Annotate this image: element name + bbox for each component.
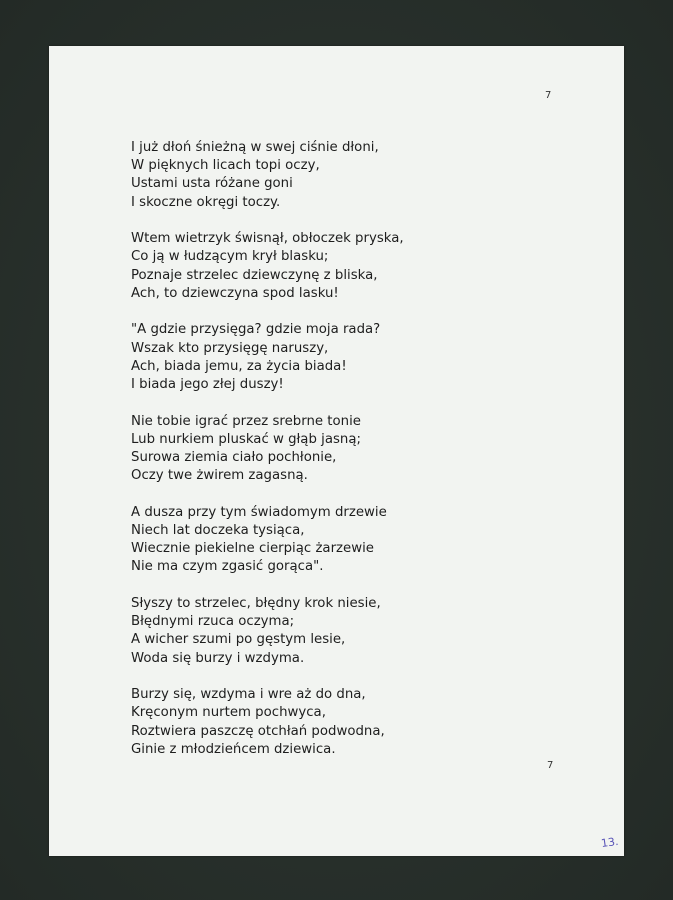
poem-line: "A gdzie przysięga? gdzie moja rada? (131, 322, 381, 338)
stanza (131, 413, 601, 486)
poem-line: Oczy twe żwirem zagasną. (131, 468, 308, 484)
poem-line: I biada jego złej duszy! (131, 377, 284, 393)
poem-line: A dusza przy tym świadomym drzewie (131, 504, 387, 520)
poem-line: Wiecznie piekielne cierpiąc żarzewie (131, 541, 374, 557)
poem-line: Surowa ziemia ciało pochłonie, (131, 450, 337, 466)
poem-line: Burzy się, wzdyma i wre aż do dna, (131, 687, 366, 703)
poem-line: Nie tobie igrać przez srebrne tonie (131, 413, 361, 429)
poem-line: Lub nurkiem pluskać w głąb jasną; (131, 431, 361, 447)
poem-line: Poznaje strzelec dziewczynę z bliska, (131, 267, 378, 283)
stanza (131, 504, 601, 577)
stanza (131, 686, 601, 759)
poem-line: Roztwiera paszczę otchłań podwodna, (131, 723, 385, 739)
poem-line: Woda się burzy i wzdyma. (131, 650, 305, 666)
poem-line: Co ją w łudzącym krył blasku; (131, 249, 329, 265)
poem-line: Kręconym nurtem pochwyca, (131, 705, 326, 721)
poem-line: Ustami usta różane goni (131, 176, 293, 192)
poem-line: A wicher szumi po gęstym lesie, (131, 632, 346, 648)
poem-line: I skoczne okręgi toczy. (131, 194, 281, 210)
stanza (131, 595, 601, 668)
handwritten-archive-number: 13. (600, 834, 620, 851)
poem-line: Słyszy to strzelec, błędny krok niesie, (131, 596, 381, 612)
poem-line: Niech lat doczeka tysiąca, (131, 523, 305, 539)
poem-text (131, 139, 601, 759)
stanza (131, 230, 601, 303)
stanza (131, 139, 601, 212)
poem-line: Błędnymi rzuca oczyma; (131, 614, 295, 630)
poem-line: Nie ma czym zgasić gorąca". (131, 559, 324, 575)
poem-line: Ach, biada jemu, za życia biada! (131, 358, 347, 374)
page-number-bottom: 7 (547, 760, 554, 771)
poem-line: Ginie z młodzieńcem dziewica. (131, 741, 336, 757)
stanza (131, 321, 601, 394)
poem-line: Wszak kto przysięgę naruszy, (131, 340, 329, 356)
poem-line: W pięknych licach topi oczy, (131, 158, 320, 174)
poem-line: Ach, to dziewczyna spod lasku! (131, 285, 339, 301)
poem-line: I już dłoń śnieżną w swej ciśnie dłoni, (131, 140, 379, 155)
poem-line: Wtem wietrzyk świsnął, obłoczek pryska, (131, 231, 404, 247)
document-page (49, 46, 624, 856)
page-number-top: 7 (545, 90, 552, 101)
